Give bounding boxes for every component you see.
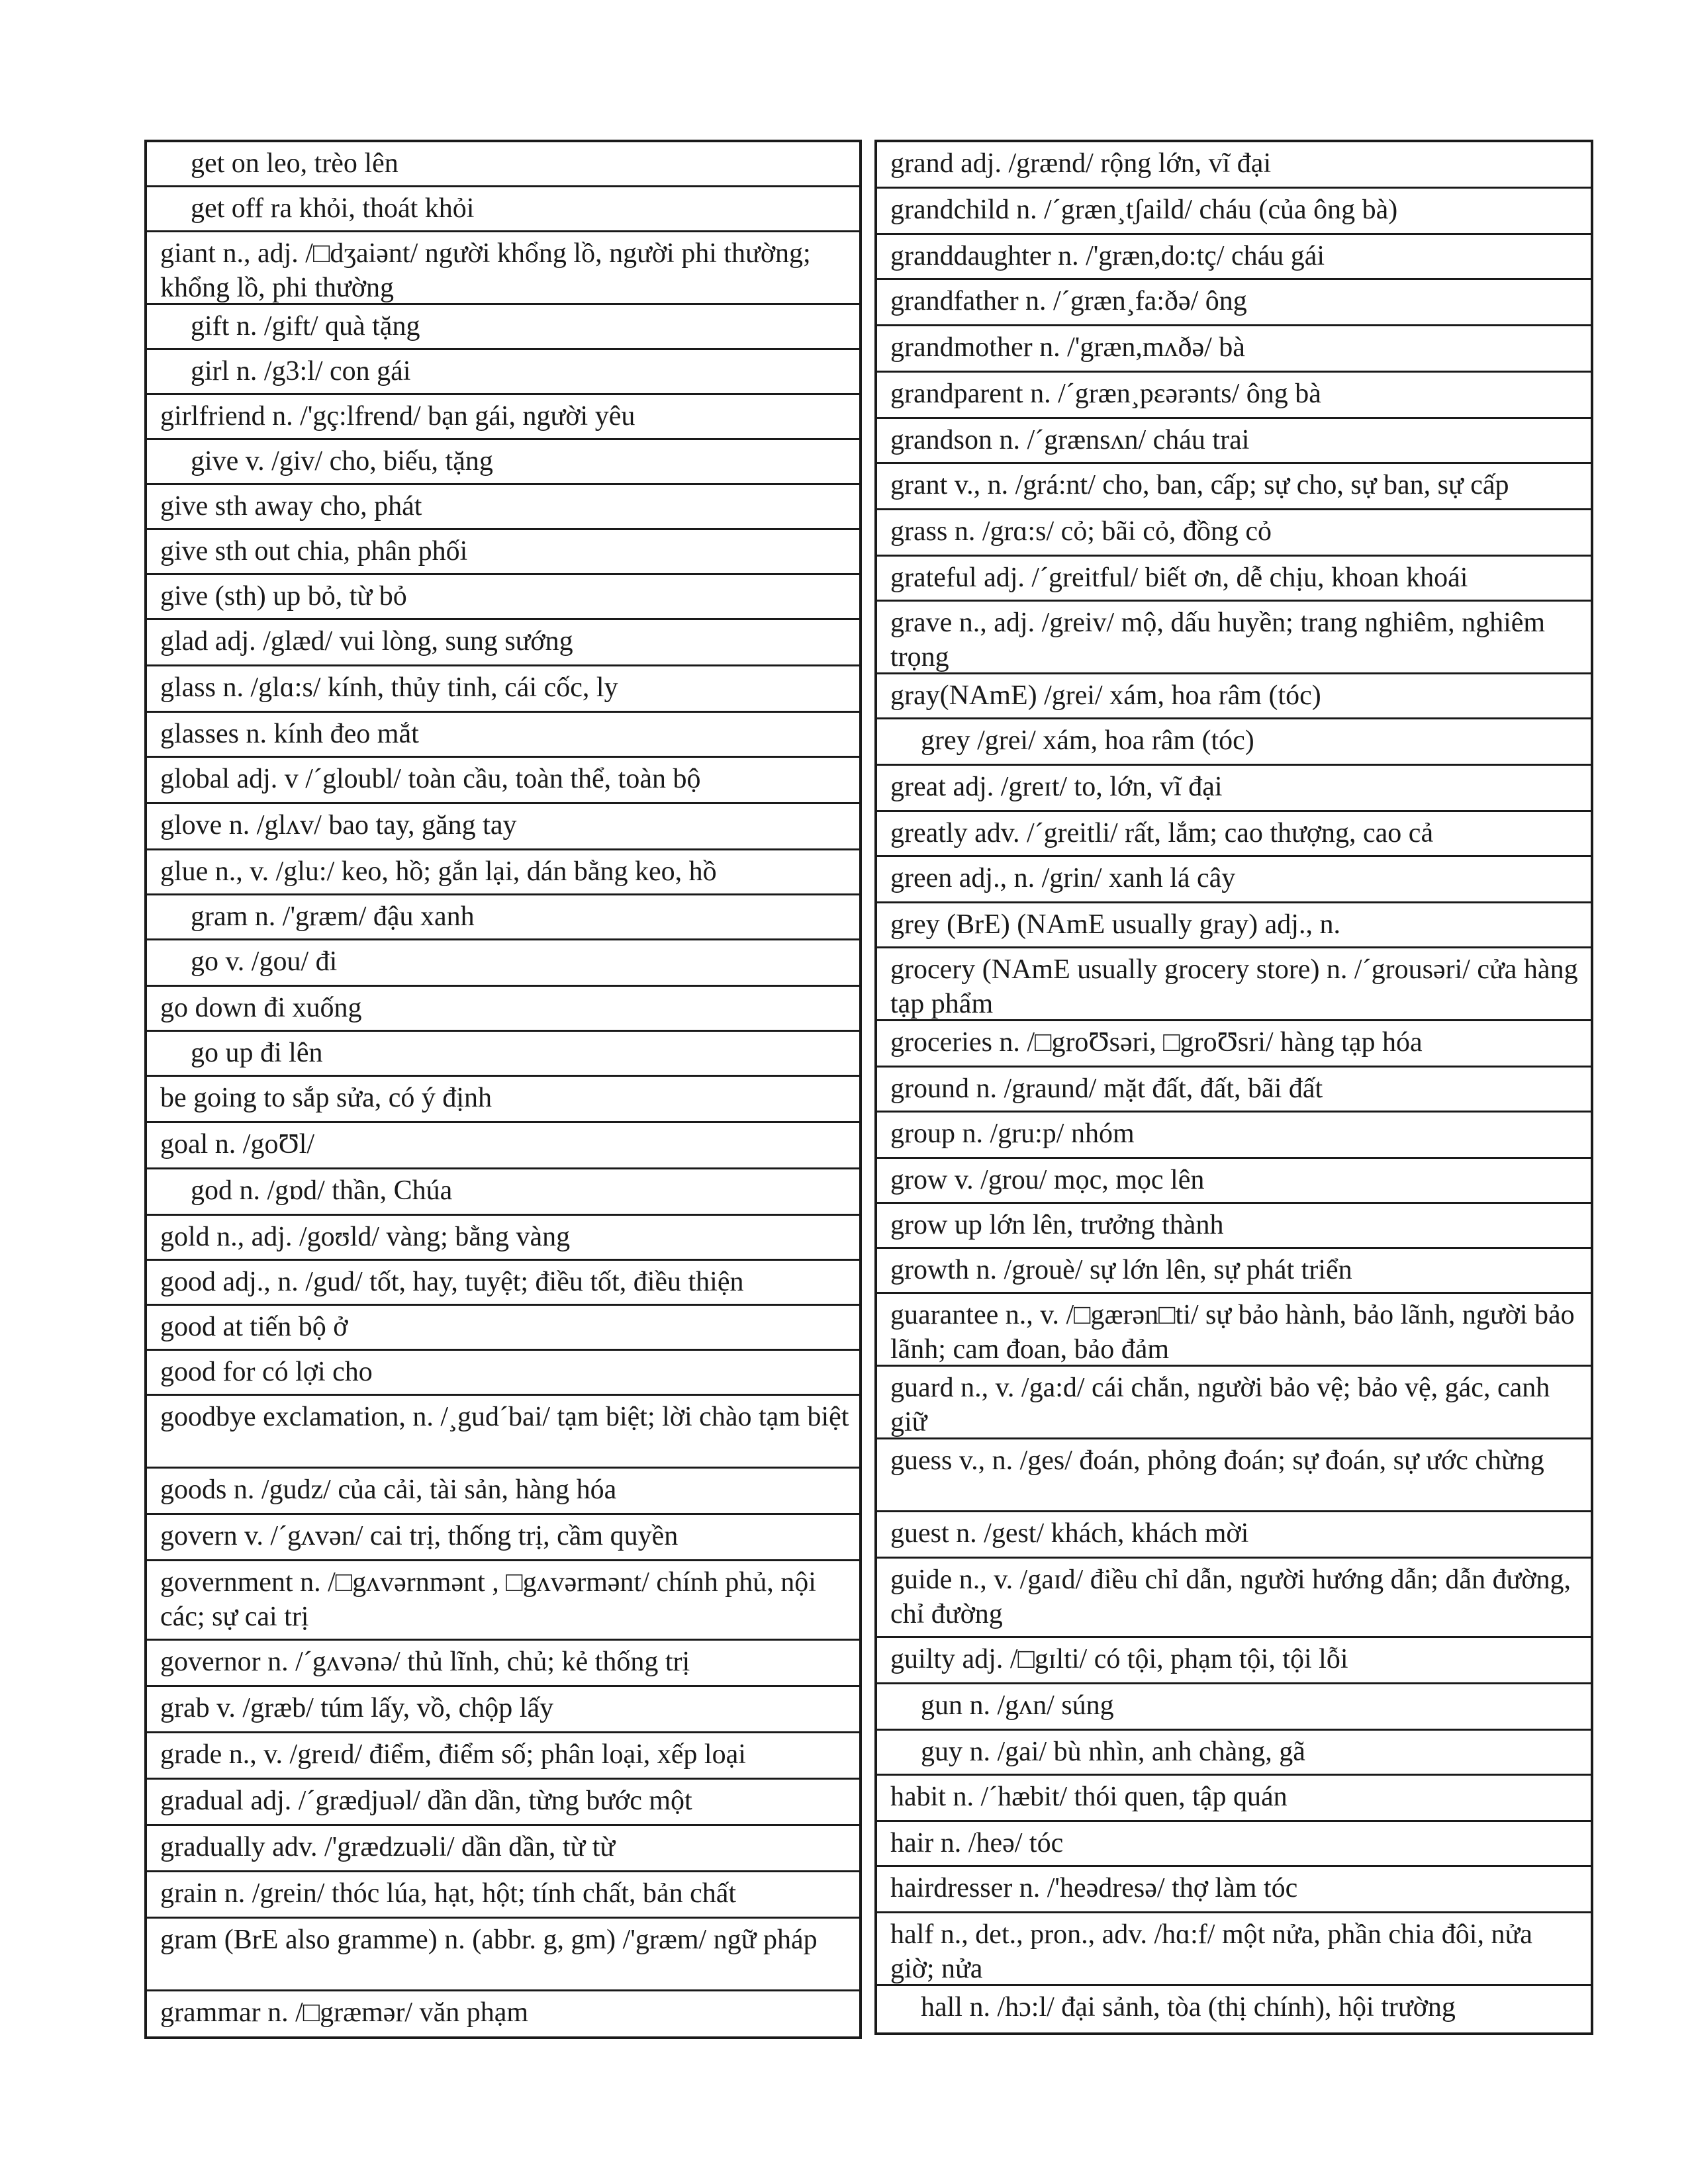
vocab-entry: grandson n. /´grænsʌn/ cháu trai — [877, 419, 1591, 464]
vocab-entry: goal n. /goƱl/ — [147, 1123, 859, 1169]
vocab-entry: grow up lớn lên, trưởng thành — [877, 1204, 1591, 1249]
vocab-entry: grey /grei/ xám, hoa râm (tóc) — [877, 719, 1591, 766]
vocab-entry: grand adj. /grænd/ rộng lớn, vĩ đại — [877, 142, 1591, 189]
vocab-entry: give sth away cho, phát — [147, 485, 859, 530]
vocab-entry: be going to sắp sửa, có ý định — [147, 1077, 859, 1123]
vocab-entry: get off ra khỏi, thoát khỏi — [147, 187, 859, 232]
vocab-entry: grandchild n. /´græn¸tʃaild/ cháu (của ông bà) — [877, 189, 1591, 235]
vocab-entry: gun n. /gʌn/ súng — [877, 1684, 1591, 1731]
vocab-entry: good for có lợi cho — [147, 1351, 859, 1396]
vocab-entry: grant v., n. /grá:nt/ cho, ban, cấp; sự cho, sự ban, sự cấp — [877, 464, 1591, 510]
vocab-entry: habit n. /´hæbit/ thói quen, tập quán — [877, 1776, 1591, 1822]
vocab-entry: grandmother n. /'græn,mʌðə/ bà — [877, 326, 1591, 373]
vocab-entry: get on leo, trèo lên — [147, 142, 859, 187]
vocab-entry: gram (BrE also gramme) n. (abbr. g, gm) /'græm/ ngữ pháp — [147, 1919, 859, 1991]
vocab-entry: grey (BrE) (NAmE usually gray) adj., n. — [877, 903, 1591, 948]
vocab-entry: guide n., v. /gaɪd/ điều chỉ dẫn, người hướng dẫn; dẫn đường, chỉ đường — [877, 1559, 1591, 1638]
vocab-entry: great adj. /greɪt/ to, lớn, vĩ đại — [877, 766, 1591, 812]
vocab-entry: grateful adj. /´greitful/ biết ơn, dễ chịu, khoan khoái — [877, 557, 1591, 602]
vocab-entry: gray(NAmE) /grei/ xám, hoa râm (tóc) — [877, 674, 1591, 719]
vocab-entry: grocery (NAmE usually grocery store) n. /´grousəri/ cửa hàng tạp phẩm — [877, 948, 1591, 1021]
vocab-entry: gradually adv. /'grædzuəli/ dần dần, từ từ — [147, 1826, 859, 1872]
vocab-entry: go v. /gou/ đi — [147, 940, 859, 987]
vocab-entry: growth n. /grouè/ sự lớn lên, sự phát triển — [877, 1249, 1591, 1294]
vocab-entry: guarantee n., v. /□gærən□ti/ sự bảo hành, bảo lãnh, người bảo lãnh; cam đoan, bảo đảm — [877, 1294, 1591, 1367]
vocab-entry: grow v. /grou/ mọc, mọc lên — [877, 1159, 1591, 1204]
vocab-entry: groceries n. /□groƱsəri, □groƱsri/ hàng tạp hóa — [877, 1021, 1591, 1068]
vocab-entry: govern v. /´gʌvən/ cai trị, thống trị, cầm quyền — [147, 1515, 859, 1561]
vocab-entry: glove n. /glʌv/ bao tay, găng tay — [147, 804, 859, 850]
vocab-entry: gram n. /'græm/ đậu xanh — [147, 895, 859, 940]
vocab-entry: grandparent n. /´græn¸pɛərənts/ ông bà — [877, 373, 1591, 419]
vocab-entry: hair n. /heə/ tóc — [877, 1822, 1591, 1867]
vocab-entry: guard n., v. /ga:d/ cái chắn, người bảo vệ; bảo vệ, gác, canh giữ — [877, 1367, 1591, 1439]
vocab-entry: grab v. /græb/ túm lấy, vồ, chộp lấy — [147, 1687, 859, 1733]
vocab-entry: grade n., v. /greɪd/ điểm, điểm số; phân loại, xếp loại — [147, 1733, 859, 1780]
vocab-entry: guy n. /gai/ bù nhìn, anh chàng, gã — [877, 1731, 1591, 1776]
vocab-entry: goodbye exclamation, n. /¸gud´bai/ tạm biệt; lời chào tạm biệt — [147, 1396, 859, 1469]
vocab-entry: granddaughter n. /'græn,do:tç/ cháu gái — [877, 235, 1591, 280]
vocab-entry: give (sth) up bỏ, từ bỏ — [147, 575, 859, 620]
vocab-entry: guilty adj. /□gɪlti/ có tội, phạm tội, tội lỗi — [877, 1638, 1591, 1684]
vocab-entry: goods n. /gudz/ của cải, tài sản, hàng hóa — [147, 1469, 859, 1515]
vocab-entry: ground n. /graund/ mặt đất, đất, bãi đất — [877, 1068, 1591, 1113]
vocab-entry: good adj., n. /gud/ tốt, hay, tuyệt; điều tốt, điều thiện — [147, 1261, 859, 1306]
vocab-entry: hairdresser n. /'heədresə/ thợ làm tóc — [877, 1867, 1591, 1913]
vocab-entry: gift n. /gift/ quà tặng — [147, 305, 859, 350]
vocab-entry: government n. /□gʌvərnmənt , □gʌvərmənt/ chính phủ, nội các; sự cai trị — [147, 1561, 859, 1641]
vocab-entry: green adj., n. /grin/ xanh lá cây — [877, 857, 1591, 903]
vocab-entry: governor n. /´gʌvənə/ thủ lĩnh, chủ; kẻ thống trị — [147, 1641, 859, 1687]
vocab-entry: glad adj. /glæd/ vui lòng, sung sướng — [147, 620, 859, 666]
vocab-entry: gradual adj. /´grædjuəl/ dần dần, từng bước một — [147, 1780, 859, 1826]
vocab-entry: glue n., v. /glu:/ keo, hồ; gắn lại, dán bằng keo, hồ — [147, 850, 859, 895]
vocab-entry: global adj. v /´gloubl/ toàn cầu, toàn thể, toàn bộ — [147, 758, 859, 804]
vocab-table-left-column — [144, 140, 862, 2039]
vocab-entry: grandfather n. /´græn¸fa:ðə/ ông — [877, 280, 1591, 326]
vocab-entry: glass n. /glɑ:s/ kính, thủy tinh, cái cốc, ly — [147, 666, 859, 713]
vocab-entry: grass n. /grɑ:s/ cỏ; bãi cỏ, đồng cỏ — [877, 510, 1591, 557]
vocab-entry: grave n., adj. /greiv/ mộ, dấu huyền; trang nghiêm, nghiêm trọng — [877, 602, 1591, 674]
vocab-entry: grain n. /grein/ thóc lúa, hạt, hột; tính chất, bản chất — [147, 1872, 859, 1919]
vocab-entry: glasses n. kính đeo mắt — [147, 713, 859, 758]
vocab-entry: giant n., adj. /□dʒaiənt/ người khổng lồ, người phi thường; khổng lồ, phi thường — [147, 232, 859, 305]
vocab-entry: guess v., n. /ges/ đoán, phỏng đoán; sự đoán, sự ước chừng — [877, 1439, 1591, 1512]
vocab-entry: god n. /gɒd/ thần, Chúa — [147, 1169, 859, 1216]
vocab-entry: hall n. /hɔ:l/ đại sảnh, tòa (thị chính), hội trường — [921, 1992, 1456, 2023]
vocab-entry: girl n. /g3:l/ con gái — [147, 350, 859, 395]
vocab-entry: guest n. /gest/ khách, khách mời — [877, 1512, 1591, 1559]
vocab-entry: half n., det., pron., adv. /hɑ:f/ một nửa, phần chia đôi, nửa giờ; nửa — [877, 1913, 1591, 1986]
vocab-entry: go up đi lên — [147, 1032, 859, 1077]
vocab-table-right-column — [874, 140, 1593, 2035]
vocab-entry: go down đi xuống — [147, 987, 859, 1032]
vocab-entry: grammar n. /□græmər/ văn phạm — [160, 1997, 529, 2028]
vocab-entry: greatly adv. /´greitli/ rất, lắm; cao thượng, cao cả — [877, 812, 1591, 857]
vocab-entry: gold n., adj. /goʊld/ vàng; bằng vàng — [147, 1216, 859, 1261]
vocab-entry: give v. /giv/ cho, biếu, tặng — [147, 440, 859, 485]
vocab-entry: girlfriend n. /'gç:lfrend/ bạn gái, người yêu — [147, 395, 859, 440]
vocab-entry: group n. /gru:p/ nhóm — [877, 1113, 1591, 1159]
vocab-entry: give sth out chia, phân phối — [147, 530, 859, 575]
vocab-entry: good at tiến bộ ở — [147, 1306, 859, 1351]
